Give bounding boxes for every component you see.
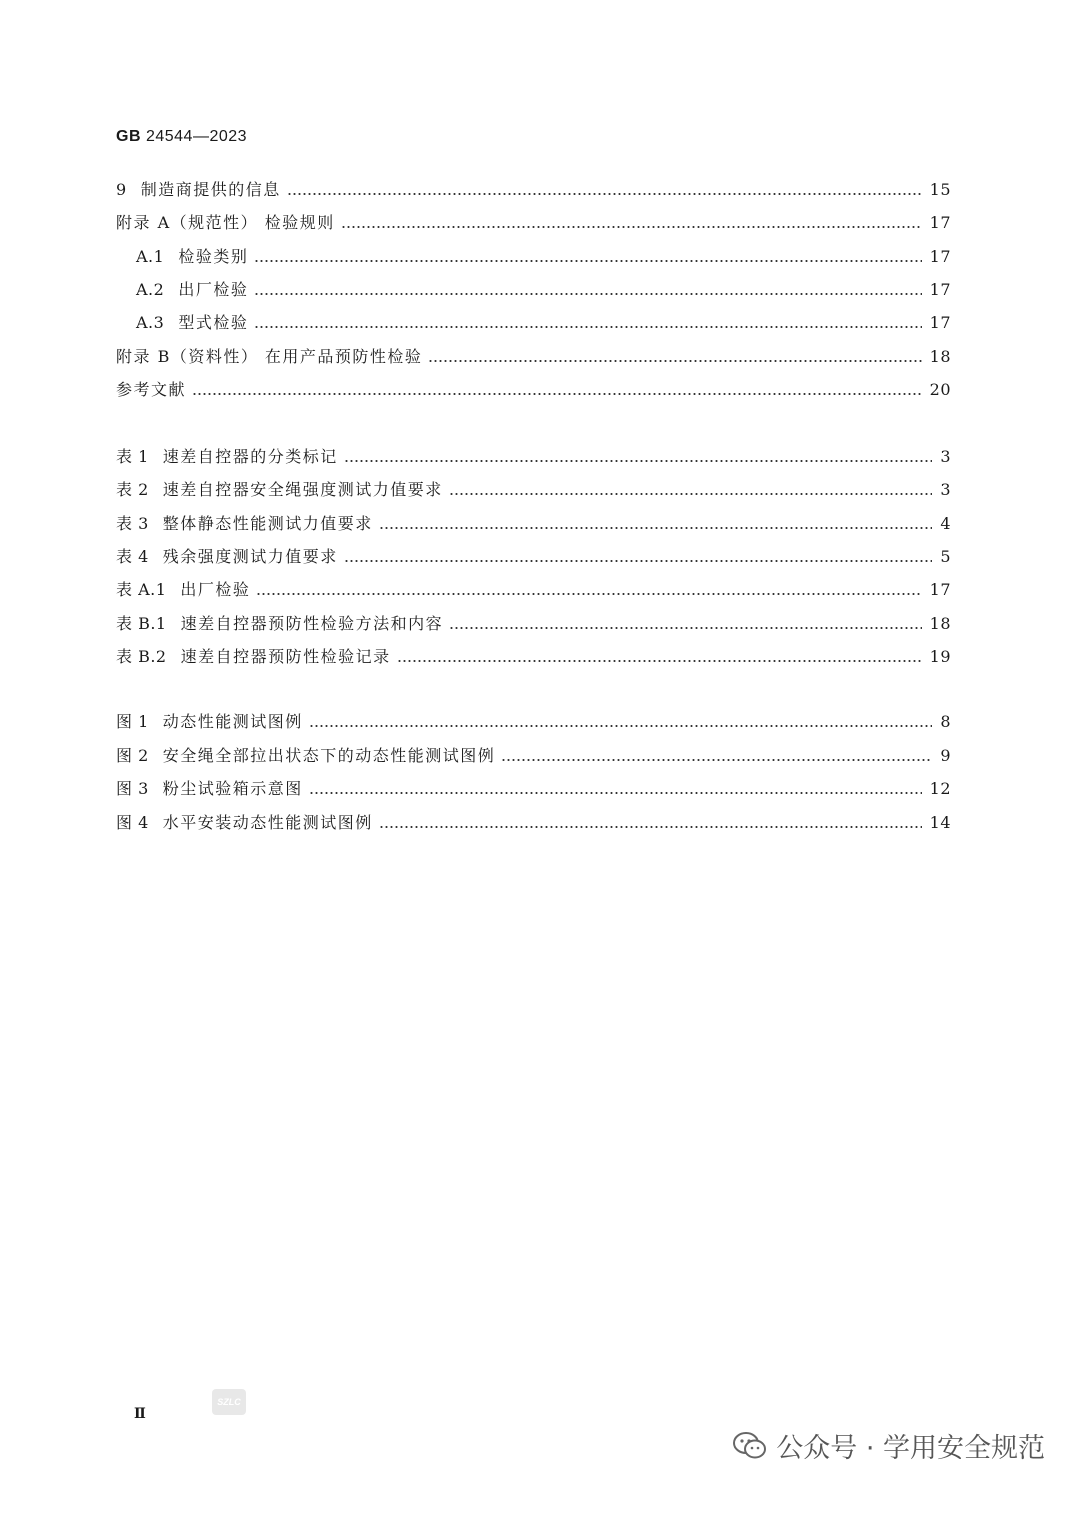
- toc-entry-label: [116, 580, 250, 600]
- dot-leader: [254, 293, 921, 295]
- toc-entry-page: 15: [929, 180, 951, 199]
- toc-entry-page: 5: [940, 546, 951, 566]
- toc-entry-page: 17: [929, 213, 951, 233]
- dot-leader: [449, 493, 933, 495]
- watermark-text: 公众号 · 学用安全规范: [776, 1433, 1045, 1464]
- toc-entry-number: 表 2: [116, 480, 149, 500]
- toc-entry-number: 图 3: [116, 779, 149, 799]
- toc-entry-title: 附录 B（资料性） 在用产品预防性检验: [116, 346, 423, 366]
- toc-entry-label: [116, 447, 338, 467]
- toc-entry: [116, 343, 951, 367]
- toc-entry-title: 粉尘试验箱示意图: [162, 779, 303, 799]
- toc-entry-page: 8: [940, 712, 951, 731]
- toc-entry-label: [116, 280, 248, 300]
- toc-entry-label: [116, 380, 186, 400]
- toc-entry: [116, 309, 951, 333]
- toc-entry-page: 17: [929, 580, 951, 600]
- toc-entry-title: 安全绳全部拉出状态下的动态性能测试图例: [162, 745, 496, 765]
- wechat-icon: [732, 1431, 768, 1461]
- toc-entry-label: [116, 313, 248, 333]
- toc-entry-page: 19: [929, 646, 951, 666]
- toc-entry-label: [116, 614, 443, 634]
- toc-entry-page: 4: [940, 513, 951, 533]
- toc-entry-title: 速差自控器预防性检验方法和内容: [180, 613, 444, 633]
- toc-entry-number: 表 1: [116, 447, 149, 466]
- toc-entry-label: [116, 180, 281, 200]
- toc-entry-page: 18: [929, 346, 951, 366]
- toc-entry-page: 9: [940, 745, 951, 765]
- toc-entry: [116, 476, 951, 500]
- toc-entry-title: 残余强度测试力值要求: [162, 546, 338, 566]
- toc-entry: [116, 376, 951, 400]
- toc-entry-page: 20: [929, 379, 951, 399]
- toc-entry-number: A.3: [136, 313, 165, 333]
- toc-entry: [116, 443, 951, 467]
- toc-entry-title: 速差自控器的分类标记: [162, 447, 338, 466]
- dot-leader: [397, 660, 922, 662]
- toc-entry-page: 3: [940, 447, 951, 466]
- toc-entry-title: 检验类别: [178, 246, 249, 266]
- toc-entry: [116, 543, 951, 567]
- toc-entry-number: A.2: [136, 279, 165, 299]
- toc-entry-label: [116, 712, 303, 732]
- toc-entry-title: 出厂检验: [180, 580, 251, 600]
- toc-entry-number: 表 B.2: [116, 646, 167, 666]
- toc-entry: [116, 576, 951, 600]
- toc-entry-title: 制造商提供的信息: [140, 180, 281, 199]
- toc-entry-number: 表 A.1: [116, 580, 167, 600]
- toc-entry-label: [116, 813, 373, 833]
- toc-entry-label: [116, 480, 443, 500]
- toc-entry-label: [116, 514, 373, 534]
- dot-leader: [192, 393, 922, 395]
- toc-entry-number: 9: [116, 180, 127, 199]
- toc-entry-label: [116, 746, 495, 766]
- toc-entry-title: 型式检验: [178, 313, 249, 333]
- toc-entry-title: 动态性能测试图例: [162, 712, 303, 731]
- dot-leader: [379, 826, 922, 828]
- toc-entry-title: 速差自控器预防性检验记录: [180, 646, 391, 666]
- toc-entry-title: 参考文献: [116, 379, 187, 399]
- toc-entry-label: [116, 547, 338, 567]
- dot-leader: [449, 627, 922, 629]
- standard-code: GB: [116, 128, 141, 145]
- toc-entry-title: 速差自控器安全绳强度测试力值要求: [162, 480, 443, 500]
- toc-entry-number: 图 2: [116, 745, 149, 765]
- toc-entry-number: 图 4: [116, 813, 149, 833]
- dot-leader: [341, 226, 922, 228]
- dot-leader: [309, 792, 922, 794]
- toc-entry-page: 17: [929, 279, 951, 299]
- toc-entry-page: 18: [929, 613, 951, 633]
- toc-entry-title: 出厂检验: [178, 279, 249, 299]
- toc-entry-page: 17: [929, 246, 951, 266]
- toc-entry: [116, 775, 951, 799]
- toc-entry-number: A.1: [136, 246, 165, 266]
- dot-leader: [287, 193, 922, 195]
- toc-entry: [116, 809, 951, 833]
- toc-entry-page: 12: [929, 779, 951, 799]
- dot-leader: [256, 593, 921, 595]
- toc-entry: [116, 276, 951, 300]
- dot-leader: [254, 260, 921, 262]
- toc-entry-page: 3: [940, 480, 951, 500]
- dot-leader: [309, 725, 933, 727]
- toc-entry: [116, 209, 951, 233]
- toc-entry-label: [116, 347, 422, 367]
- toc-entry-number: 图 1: [116, 712, 149, 731]
- toc-entry: [116, 610, 951, 634]
- page-number: Ⅱ: [134, 1406, 146, 1422]
- toc-entry: [116, 243, 951, 267]
- toc-entry-title: 整体静态性能测试力值要求: [162, 513, 373, 533]
- publisher-stamp: SZLC: [212, 1389, 246, 1415]
- toc-entry: [116, 510, 951, 534]
- toc-entry-page: 14: [929, 813, 951, 833]
- dot-leader: [344, 560, 933, 562]
- dot-leader: [344, 460, 933, 462]
- toc-entry-label: [116, 647, 391, 667]
- dot-leader: [379, 527, 933, 529]
- toc-entry-label: [116, 247, 248, 267]
- toc-entry-label: [116, 213, 335, 233]
- dot-leader: [501, 759, 932, 761]
- watermark: [732, 1426, 1045, 1465]
- dot-leader: [254, 326, 921, 328]
- toc-entry: [116, 708, 951, 732]
- toc-entry-page: 17: [929, 313, 951, 333]
- dot-leader: [428, 360, 921, 362]
- toc-entry-title: 附录 A（规范性） 检验规则: [116, 213, 335, 233]
- toc-entry-title: 水平安装动态性能测试图例: [162, 813, 373, 833]
- document-header: [116, 128, 247, 146]
- toc-entry: [116, 643, 951, 667]
- standard-number: 24544—2023: [145, 128, 248, 145]
- toc-entry: [116, 176, 951, 200]
- toc-entry: [116, 742, 951, 766]
- toc-entry-label: [116, 779, 303, 799]
- toc-entry-number: 表 B.1: [116, 613, 167, 633]
- toc-entry-number: 表 4: [116, 546, 149, 566]
- toc-entry-number: 表 3: [116, 513, 149, 533]
